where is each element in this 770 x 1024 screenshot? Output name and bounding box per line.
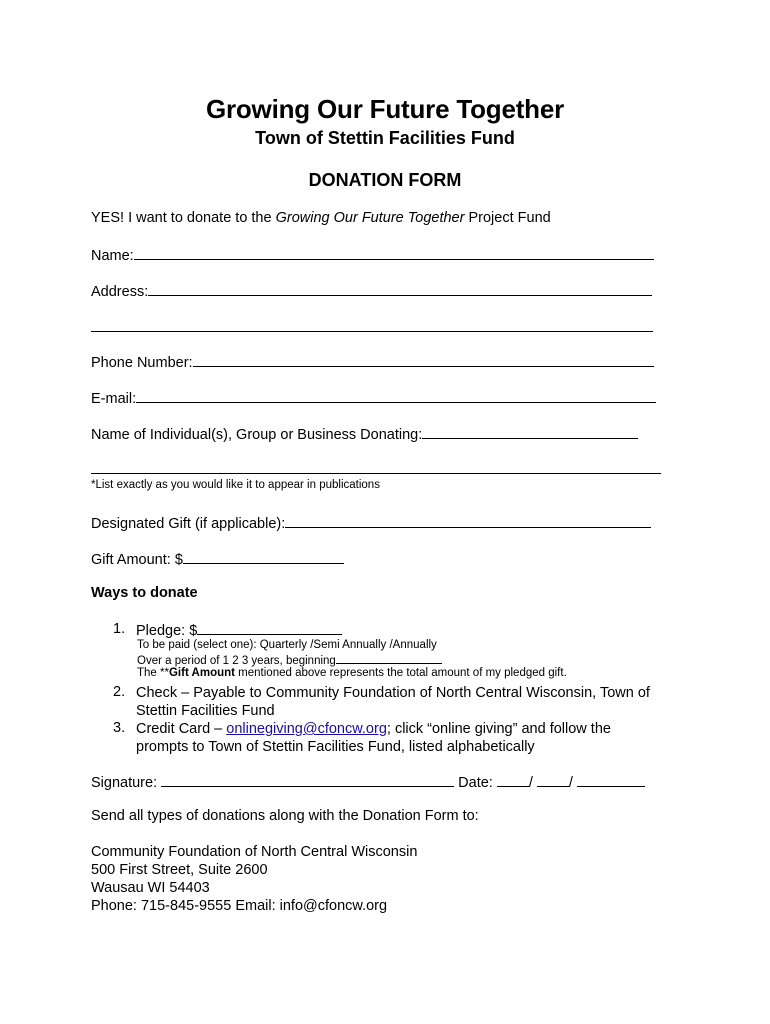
donor-name-row bbox=[91, 425, 638, 443]
address-row-2 bbox=[91, 318, 653, 336]
credit-suffix: ; click “online giving” and follow the bbox=[386, 721, 611, 737]
name-label: Name: bbox=[91, 248, 134, 264]
donor-name-field[interactable] bbox=[422, 425, 638, 439]
name-row bbox=[91, 246, 654, 264]
gift-amount-label: Gift Amount: $ bbox=[91, 552, 183, 568]
pledge-period-label: Over a period of 1 2 3 years, beginning bbox=[137, 655, 336, 667]
credit-number: 3. bbox=[113, 720, 126, 736]
date-slash-1: / bbox=[528, 775, 533, 791]
pledge-start-field[interactable] bbox=[336, 653, 442, 664]
donor-name-row-2 bbox=[91, 460, 661, 478]
date-label: Date: bbox=[454, 775, 497, 791]
email-label: E-mail: bbox=[91, 391, 137, 407]
gift-amount-row bbox=[91, 550, 344, 568]
form-title: DONATION FORM bbox=[308, 170, 462, 190]
phone-field[interactable] bbox=[193, 353, 654, 367]
date-slash-2: / bbox=[568, 775, 573, 791]
pledge-amount-field[interactable] bbox=[197, 621, 342, 635]
phone-row bbox=[91, 353, 654, 371]
ways-heading: Ways to donate bbox=[91, 585, 198, 601]
check-line-2: Stettin Facilities Fund bbox=[136, 703, 275, 719]
pledge-label: Pledge: $ bbox=[136, 623, 198, 639]
intro-suffix: Project Fund bbox=[464, 210, 551, 226]
check-number: 2. bbox=[113, 684, 126, 700]
signature-label: Signature: bbox=[91, 775, 162, 791]
credit-line-2: prompts to Town of Stettin Facilities Fund, listed alphabetically bbox=[136, 739, 535, 755]
donor-name-field-line-2[interactable] bbox=[91, 460, 661, 474]
send-instructions: Send all types of donations along with the Donation Form to: bbox=[91, 808, 479, 824]
phone-label: Phone Number: bbox=[91, 355, 193, 371]
pledge-schedule: To be paid (select one): Quarterly /Semi Annually /Annually bbox=[137, 639, 437, 651]
pledge-note-bold: Gift Amount bbox=[168, 667, 235, 679]
address-city: Wausau WI 54403 bbox=[91, 880, 210, 896]
intro-text bbox=[91, 210, 551, 226]
email-row bbox=[91, 389, 656, 407]
contact-info: Phone: 715-845-9555 Email: info@cfoncw.org bbox=[91, 898, 388, 914]
designated-row bbox=[91, 514, 651, 532]
pledge-number: 1. bbox=[113, 621, 126, 637]
page-subtitle: Town of Stettin Facilities Fund bbox=[255, 128, 515, 148]
pledge-period-row bbox=[137, 653, 442, 667]
online-giving-link[interactable]: onlinegiving@cfoncw.org bbox=[226, 721, 387, 737]
email-field[interactable] bbox=[136, 389, 656, 403]
donor-note: *List exactly as you would like it to appear in publications bbox=[91, 479, 380, 491]
signature-field[interactable] bbox=[161, 773, 454, 787]
gift-amount-field[interactable] bbox=[183, 550, 344, 564]
pledge-note-prefix: The ** bbox=[137, 667, 169, 679]
address-row bbox=[91, 282, 652, 300]
designated-label: Designated Gift (if applicable): bbox=[91, 516, 286, 532]
check-line-1: Check – Payable to Community Foundation of North Central Wisconsin, Town of bbox=[136, 685, 650, 701]
address-field-line-2[interactable] bbox=[91, 318, 653, 332]
donor-name-label: Name of Individual(s), Group or Business Donating: bbox=[91, 427, 423, 443]
intro-prefix: YES! I want to donate to the bbox=[91, 210, 276, 226]
address-org: Community Foundation of North Central Wisconsin bbox=[91, 844, 418, 860]
name-field[interactable] bbox=[134, 246, 654, 260]
date-month-field[interactable] bbox=[497, 773, 529, 787]
intro-project: Growing Our Future Together bbox=[275, 210, 465, 226]
date-year-field[interactable] bbox=[577, 773, 645, 787]
signature-row bbox=[91, 773, 645, 791]
pledge-note-suffix: mentioned above represents the total amount of my pledged gift. bbox=[234, 667, 567, 679]
address-street: 500 First Street, Suite 2600 bbox=[91, 862, 268, 878]
pledge-note bbox=[137, 667, 567, 679]
pledge-row bbox=[136, 621, 342, 640]
date-day-field[interactable] bbox=[537, 773, 569, 787]
address-field[interactable] bbox=[148, 282, 652, 296]
address-label: Address: bbox=[91, 284, 149, 300]
credit-line-1 bbox=[136, 720, 611, 738]
page-title: Growing Our Future Together bbox=[205, 94, 565, 124]
designated-field[interactable] bbox=[285, 514, 651, 528]
credit-prefix: Credit Card – bbox=[136, 721, 227, 737]
